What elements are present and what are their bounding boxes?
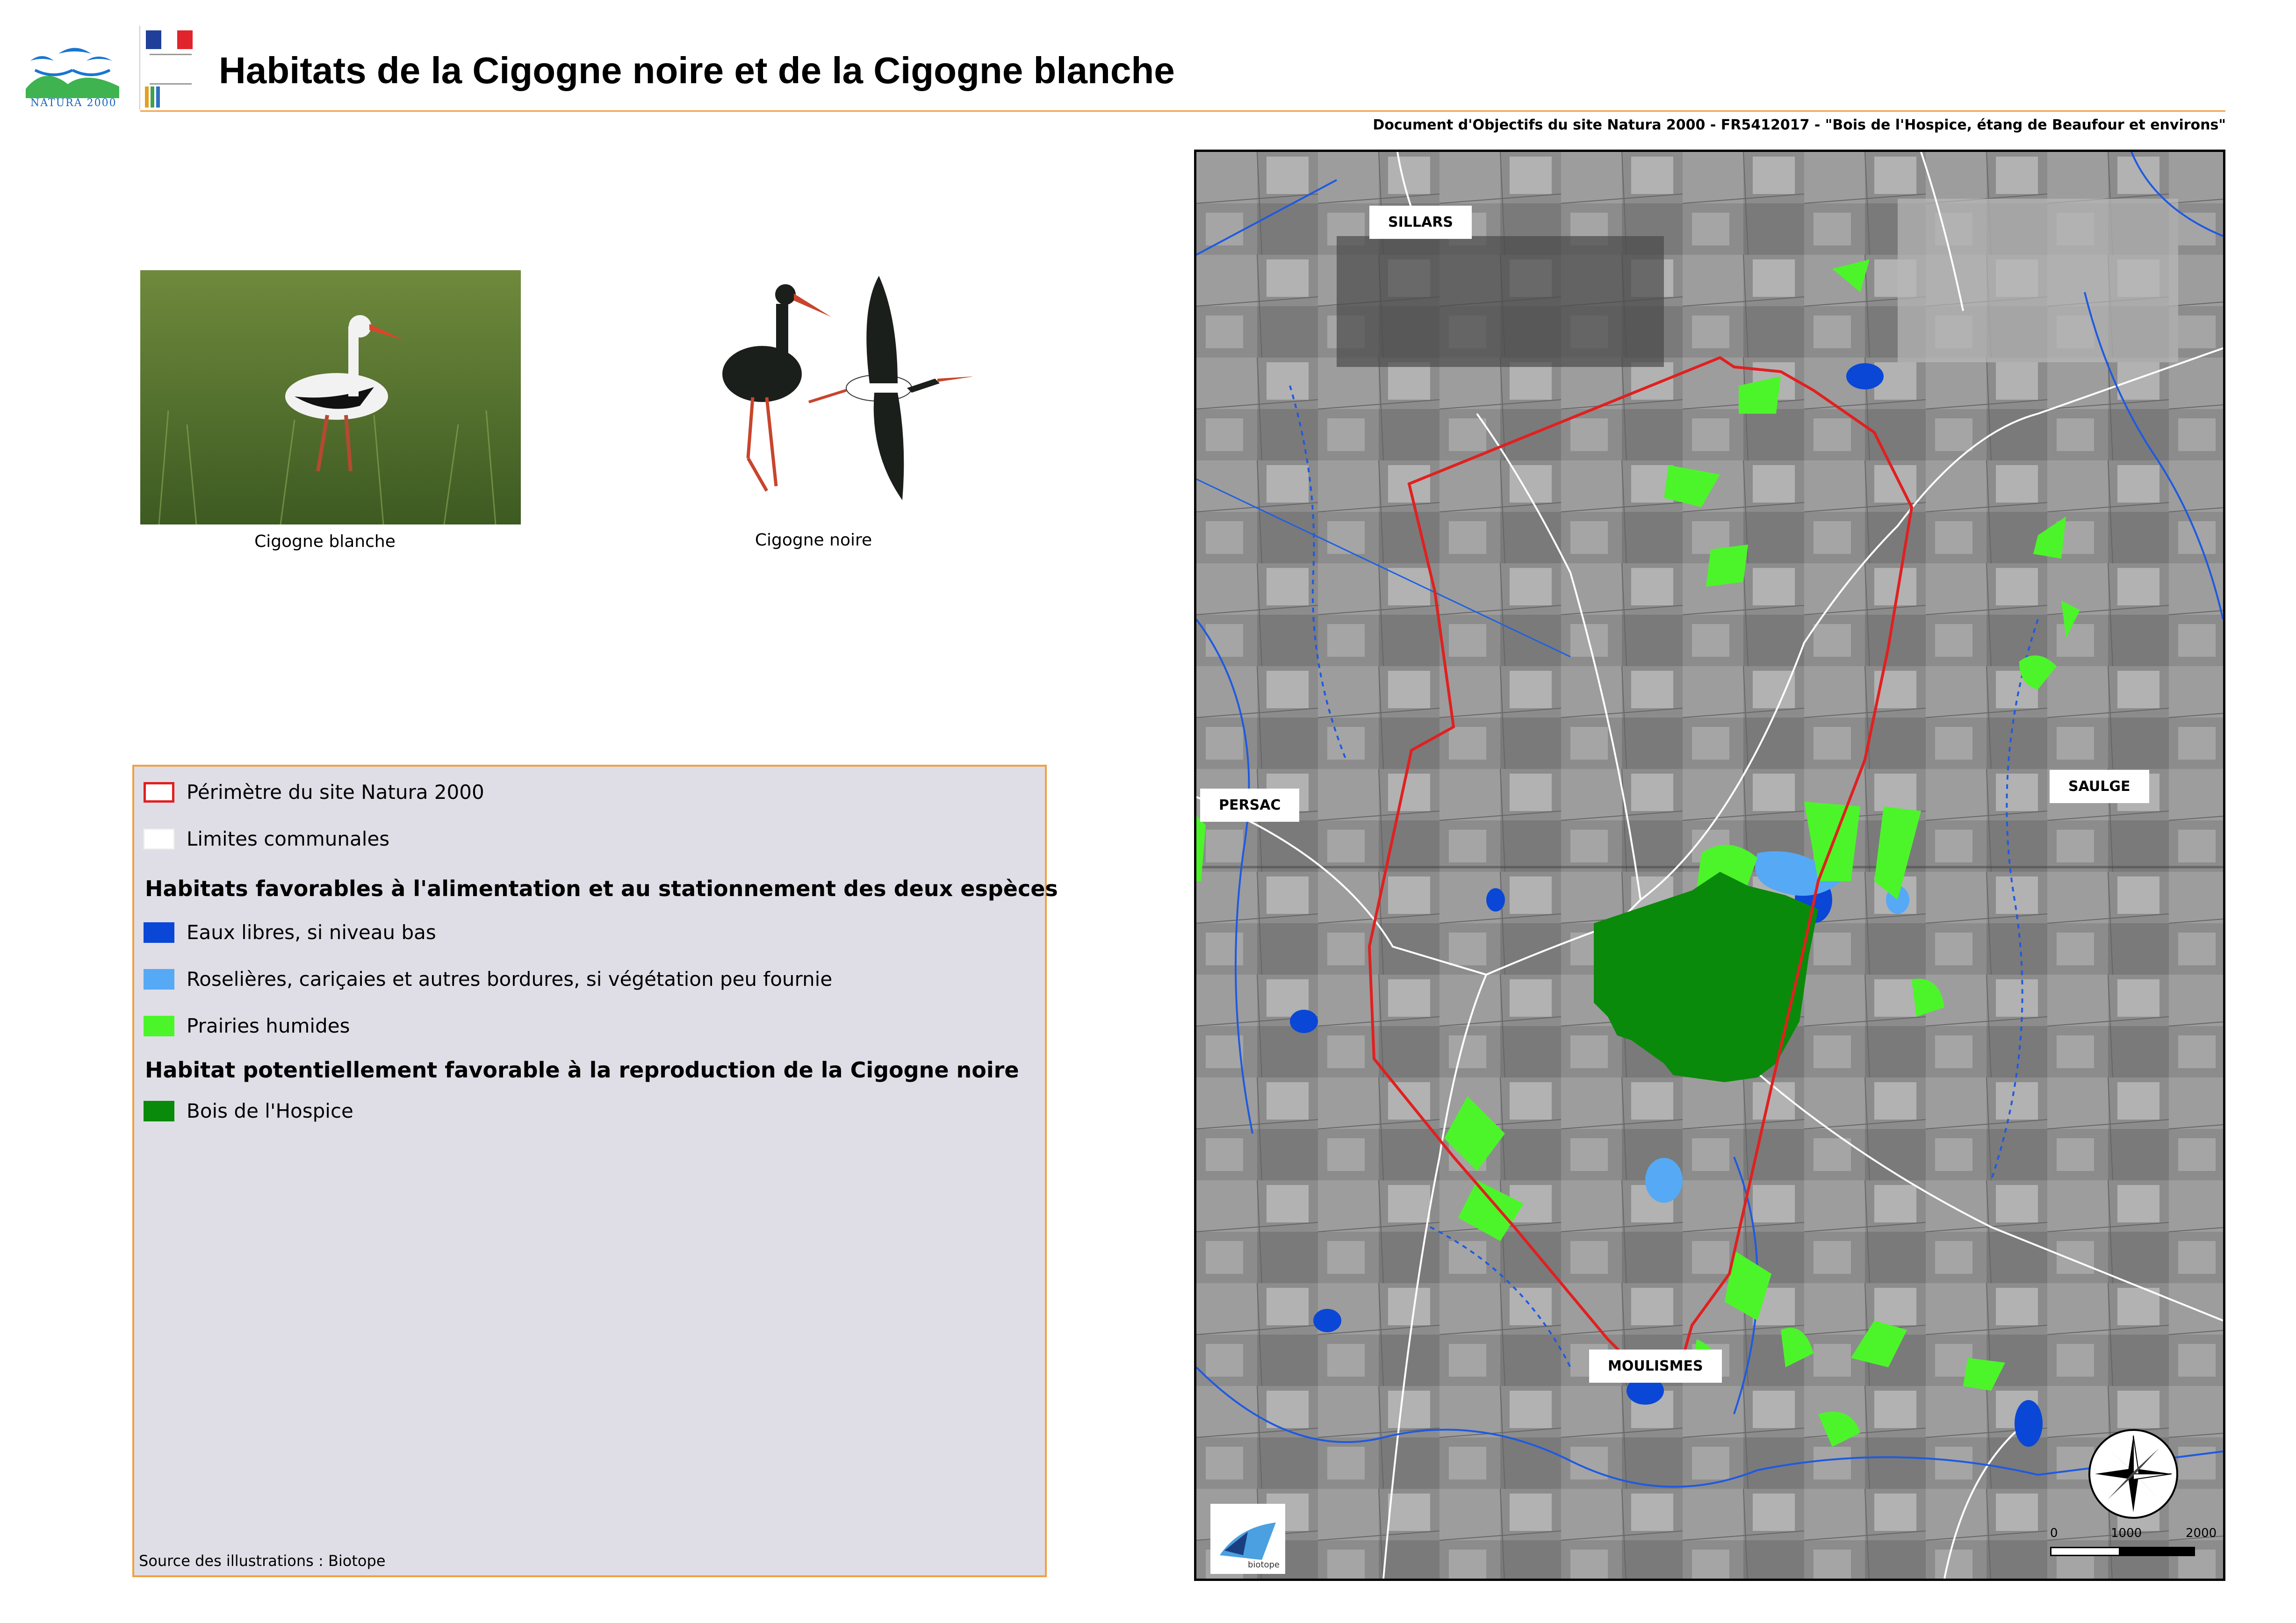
legend-label: Eaux libres, si niveau bas xyxy=(187,921,436,944)
legend-heading-breeding: Habitat potentiellement favorable à la reproduction de la Cigogne noire xyxy=(145,1057,1019,1083)
black-stork-illustration xyxy=(683,271,972,505)
legend-item-reedbeds xyxy=(144,968,832,991)
document-reference: Document d'Objectifs du site Natura 2000 - FR5412017 - "Bois de l'Hospice, étang de Beaufour et environs" xyxy=(1373,117,2226,133)
legend-item-site-perimeter xyxy=(144,781,484,804)
legend-swatch-forest xyxy=(144,1101,174,1121)
map-frame[interactable] xyxy=(1194,150,2225,1581)
scale-tick-1000: 1000 xyxy=(2111,1526,2142,1540)
white-stork-caption: Cigogne blanche xyxy=(254,532,396,551)
legend-item-open-water xyxy=(144,921,436,944)
biotope-logo-text: biotope xyxy=(1248,1560,1280,1570)
place-label-sillars: SILLARS xyxy=(1369,206,1472,239)
biotope-logo xyxy=(1210,1504,1285,1574)
page-title: Habitats de la Cigogne noire et de la Cigogne blanche xyxy=(219,50,1175,91)
compass-rose-icon xyxy=(2087,1427,2180,1521)
place-label-persac: PERSAC xyxy=(1200,789,1299,822)
scale-tick-0: 0 xyxy=(2050,1526,2058,1540)
illustration-source: Source des illustrations : Biotope xyxy=(139,1552,386,1570)
map-legend xyxy=(132,765,1058,1577)
natura-2000-logo xyxy=(26,33,119,112)
scale-bar xyxy=(2050,1526,2217,1564)
legend-swatch-perimeter xyxy=(144,782,174,803)
legend-label: Périmètre du site Natura 2000 xyxy=(187,781,484,804)
natura-logo-text: NATURA 2000 xyxy=(30,97,117,109)
white-stork-photo xyxy=(140,270,521,524)
legend-label: Bois de l'Hospice xyxy=(187,1099,353,1122)
legend-label: Limites communales xyxy=(187,827,390,850)
urban-area xyxy=(1898,199,2178,362)
legend-item-wet-meadows xyxy=(144,1014,350,1037)
legend-swatch-open-water xyxy=(144,922,174,943)
legend-swatch-wet-meadows xyxy=(144,1016,174,1036)
black-stork-caption: Cigogne noire xyxy=(755,531,872,550)
legend-item-bois-hospice xyxy=(144,1099,353,1122)
legend-heading-feeding: Habitats favorables à l'alimentation et au stationnement des deux espèces xyxy=(145,876,1058,901)
legend-item-communal-limits xyxy=(144,827,389,850)
header-divider xyxy=(140,110,2225,112)
legend-label: Prairies humides xyxy=(187,1014,350,1037)
legend-swatch-reedbeds xyxy=(144,969,174,990)
place-label-moulismes: MOULISMES xyxy=(1589,1350,1722,1383)
ministry-logo xyxy=(139,26,203,110)
scale-tick-2000: 2000 xyxy=(2186,1526,2217,1540)
legend-label: Roselières, cariçaies et autres bordures, si végétation peu fournie xyxy=(187,968,833,991)
legend-swatch-communal xyxy=(144,829,174,849)
forest-patch-north xyxy=(1337,236,1664,367)
place-label-saulge: SAULGE xyxy=(2050,770,2149,803)
